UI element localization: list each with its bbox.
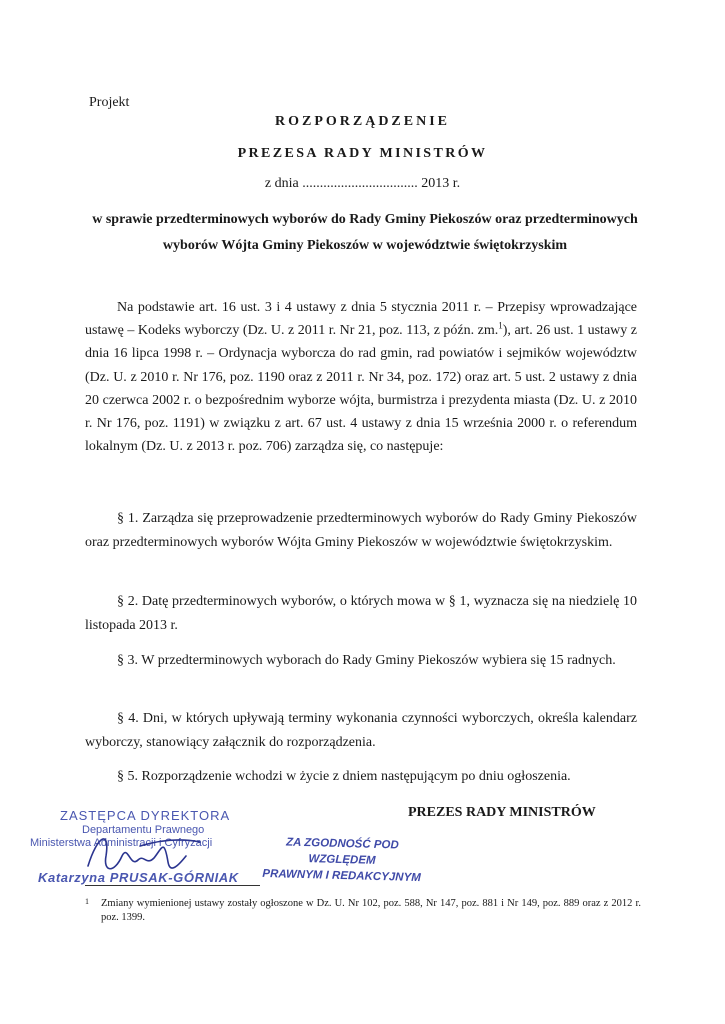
paragraph-5: § 5. Rozporządzenie wchodzi w życie z dniem następującym po dniu ogłoszenia.: [117, 769, 571, 784]
preamble: [85, 296, 637, 458]
projekt-label: Projekt: [89, 95, 130, 110]
preamble-text-2: ), art. 26 ust. 1 ustawy z dnia 16 lipca 1998 r. – Ordynacja wyborcza do rad gmin, rad powiatów i sejmików województw (Dz. U. z 2010 r. Nr 176, poz. 1190 oraz z 2011 r. Nr 34, poz. 172) oraz art. 5 ust. 2 ustawy z dnia 20 czerwca 2002 r. o bezpośrednim wyborze wójta, burmistrza i prezydenta miasta (Dz. U. z 2010 r. Nr 176, poz. 1191) w związku z art. 67 ust. 4 ustawy z dnia 15 września 2000 r. o referendum lokalnym (Dz. U. z 2013 r. poz. 706) zarządza się, co następuje:: [85, 323, 637, 455]
footnote-divider: [85, 885, 260, 886]
stamp-line-1: ZASTĘPCA DYREKTORA: [60, 808, 231, 823]
date-line: z dnia ................................. 2013 r.: [264, 176, 461, 191]
stamp-line-3: Ministerstwa Administracji i Cyfryzacji: [30, 837, 213, 849]
signatory-title: PREZES RADY MINISTRÓW: [408, 805, 596, 820]
paragraph-2: § 2. Datę przedterminowych wyborów, o których mowa w § 1, wyznacza się na niedzielę 10 listopada 2013 r.: [85, 594, 637, 633]
document-title: ROZPORZĄDZENIE: [274, 114, 451, 129]
document-subject: w sprawie przedterminowych wyborów do Rady Gminy Piekoszów oraz przedterminowych wyborów Wójta Gminy Piekoszów w województwie świętokrzyskim: [92, 212, 638, 253]
approval-line-2: PRAWNYM I REDAKCYJNYM: [262, 867, 421, 885]
paragraph-1: § 1. Zarządza się przeprowadzenie przedterminowych wyborów do Rady Gminy Piekoszów oraz przedterminowych wyborów Wójta Gminy Piekoszów w województwie świętokrzyskim.: [85, 511, 637, 550]
paragraph-3: § 3. W przedterminowych wyborach do Rady Gminy Piekoszów wybiera się 15 radnych.: [117, 653, 616, 668]
stamp-line-4: Katarzyna PRUSAK-GÓRNIAK: [38, 870, 239, 885]
approval-stamp: [261, 834, 422, 886]
footnote-mark: 1: [85, 897, 89, 906]
approval-line-1: ZA ZGODNOŚĆ POD WZGLĘDEM: [285, 836, 399, 867]
document-issuer: PREZESA RADY MINISTRÓW: [237, 146, 488, 161]
preamble-text-1: Na podstawie art. 16 ust. 3 i 4 ustawy z dnia 5 stycznia 2011 r. – Przepisy wprowadzające ustawę – Kodeks wyborczy (Dz. U. z 2011 r. Nr 21, poz. 113, z późn. zm.: [85, 300, 637, 339]
director-stamp: [30, 806, 270, 896]
footnote-text: Zmiany wymienionej ustawy zostały ogłoszone w Dz. U. Nr 102, poz. 588, Nr 147, poz. 881 i Nr 149, poz. 889 oraz z 2012 r. poz. 1399.: [101, 898, 641, 923]
footnote: [85, 897, 641, 925]
footnote-ref: 1: [498, 320, 503, 331]
paragraph-4: § 4. Dni, w których upływają terminy wykonania czynności wyborczych, określa kalendarz wyborczy, stanowiący załącznik do rozporządzenia.: [85, 711, 637, 750]
stamp-line-2: Departamentu Prawnego: [82, 824, 205, 836]
